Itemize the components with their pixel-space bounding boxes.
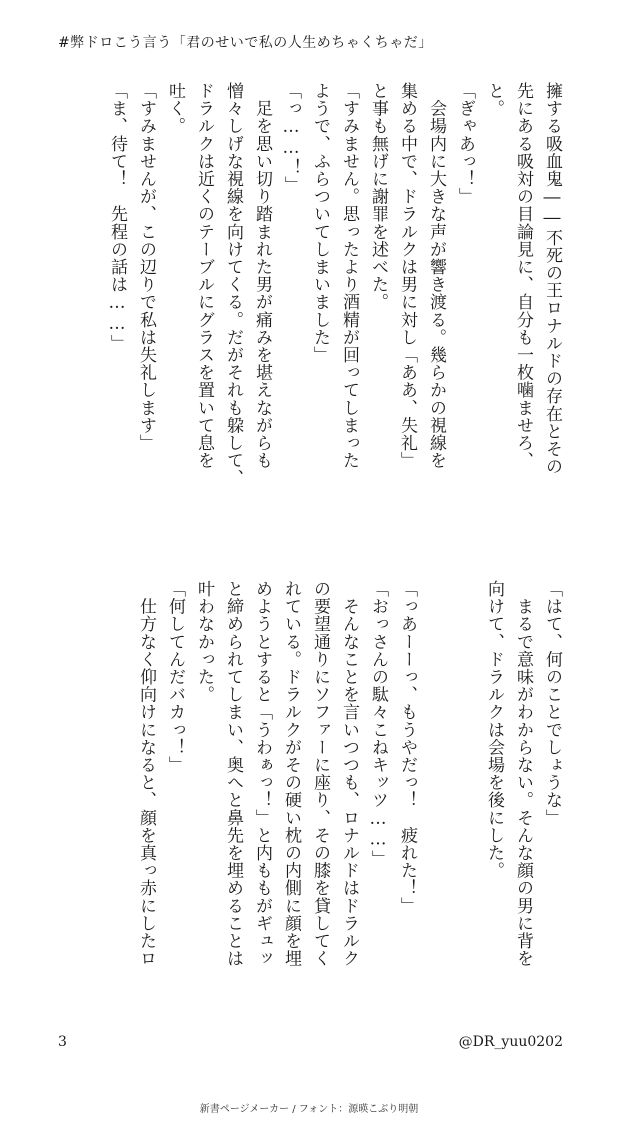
text-column: 「すみません。思ったより酒精が回ってしまった	[339, 82, 359, 470]
page-number: 3	[58, 1034, 67, 1050]
blank-column	[421, 580, 450, 1010]
text-column: 仕方なく仰向けになると、顔を真っ赤にしたロ	[136, 580, 156, 968]
text-column: 吐く。	[165, 82, 185, 135]
generator-credit: 新書ページメーカー / フォント：源暎こぶり明朝	[199, 1104, 419, 1115]
text-column: 会場内に大きな声が響き渡る。幾らかの視線を	[426, 82, 446, 470]
text-column: 足を思い切り踏まれた男が痛みを堪えながらも	[252, 82, 272, 470]
text-column: 向けて、ドラルクは会場を後にした。	[484, 580, 504, 880]
blank-column	[450, 580, 479, 1010]
text-block-top	[102, 82, 566, 527]
text-column: 「っあーーっ、もうやだっ！ 疲れた！」	[397, 580, 417, 915]
text-column: と。	[484, 82, 504, 118]
text-column: ようで、ふらついてしまいました」	[310, 82, 330, 364]
text-column: 擁する吸血鬼――不死の王ロナルドの存在とその	[542, 82, 562, 476]
text-column: の要望通りにソファーに座り、その膝を貸してく	[310, 580, 330, 968]
text-column: れている。ドラルクがその硬い枕の内側に顔を埋	[281, 580, 301, 968]
text-column: そんなことを言いつつも、ロナルドはドラルク	[339, 580, 359, 968]
text-column: と事も無げに謝罪を述べた。	[368, 82, 388, 311]
text-column: 「ぎゃあっ！」	[455, 82, 475, 206]
text-block-bottom	[131, 580, 566, 1010]
text-column: 集める中で、ドラルクは男に対し「ああ、失礼」	[397, 82, 417, 470]
text-column: 「おっさんの駄々こねキッツ……」	[368, 580, 388, 868]
text-column: 「ま、待て！ 先程の話は……」	[107, 82, 127, 352]
text-column: 「っ……！」	[281, 82, 301, 194]
page-header-title: #弊ドロこう言う「君のせいで私の人生めちゃくちゃだ」	[58, 35, 433, 51]
text-column: まるで意味がわからない。そんな顔の男に背を	[513, 580, 533, 968]
text-column: 憎々しげな視線を向けてくる。だがそれも躱して、	[223, 82, 243, 487]
text-column: 「すみませんが、この辺りで私は失礼します」	[136, 82, 156, 452]
text-column: と締められてしまい、奥へと鼻先を埋めることは	[223, 580, 243, 968]
text-column: ドラルクは近くのテーブルにグラスを置いて息を	[194, 82, 214, 470]
text-column: 叶わなかった。	[194, 580, 214, 704]
text-column: 先にある吸対の目論見に、自分も一枚噛ませろ、	[513, 82, 533, 470]
text-column: 「はて、何のことでしょうな」	[542, 580, 562, 827]
text-column: めようとすると「うわぁっ！」と内ももがギュッ	[252, 580, 272, 968]
author-handle: @DR_yuu0202	[458, 1034, 563, 1050]
text-column: 「何してんだバカっ！」	[165, 580, 185, 774]
